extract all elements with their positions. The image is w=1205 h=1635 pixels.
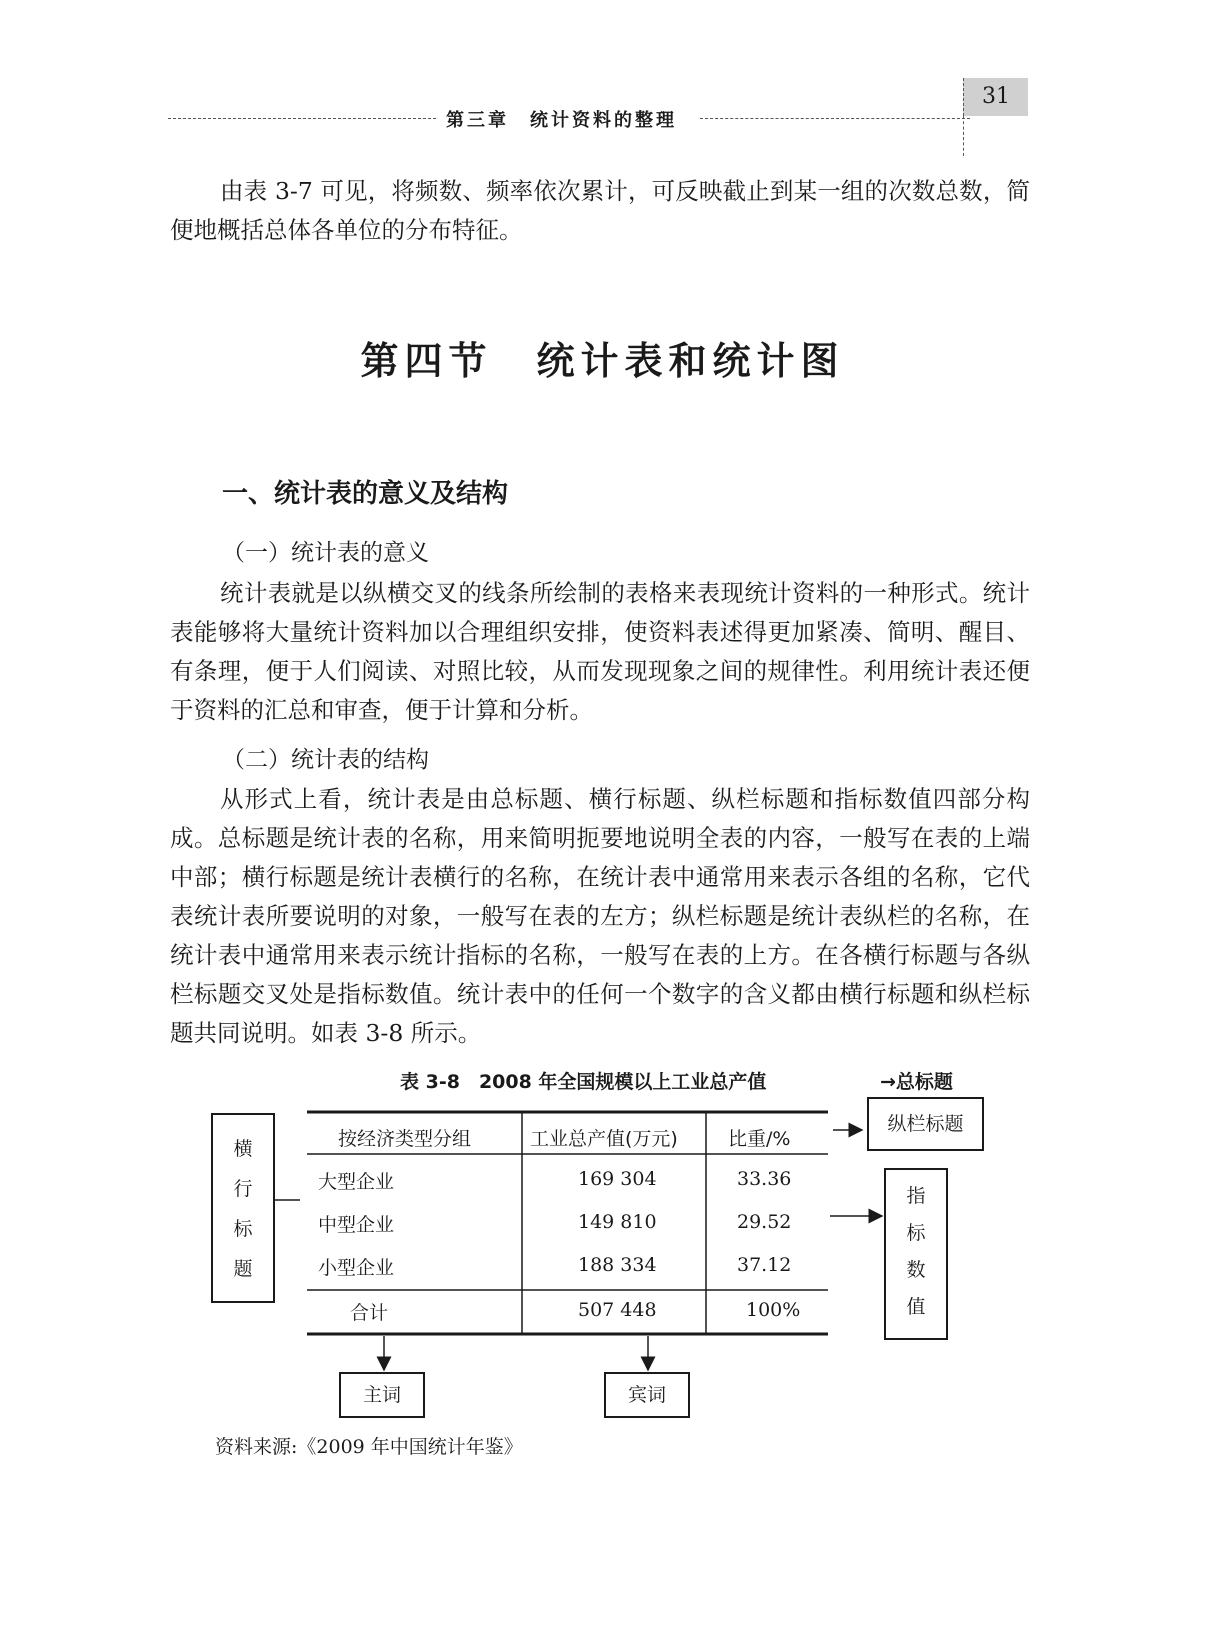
share-value: 37.12 [737,1254,792,1276]
value-char: 数 [906,1259,926,1281]
page-number-rule [963,116,964,156]
column-header: 工业总产值(万元) [530,1128,678,1150]
intro-paragraph: 由表 3-7 可见，将频数、频率依次累计，可反映截止到某一组的次数总数，简便地概括总体各单位的分布特征。 [170,177,1030,244]
row-label: 中型企业 [318,1214,395,1236]
value-char: 标 [906,1222,926,1244]
predicate-box: 宾词 [604,1372,690,1418]
column-header: 比重/% [728,1128,791,1150]
row-label: 小型企业 [318,1257,395,1279]
page-number: 31 [963,78,1028,116]
value-char: 值 [906,1296,926,1318]
row-label: 大型企业 [318,1171,395,1193]
header-rule-right [700,118,970,119]
value-char: 指 [906,1185,926,1207]
chapter-header: 第三章 统计资料的整理 [446,110,677,131]
table-caption: 表 3-8 2008 年全国规模以上工业总产值 [400,1071,767,1093]
total-output-value: 507 448 [578,1299,657,1321]
heading-1: 一、统计表的意义及结构 [222,479,509,509]
value-box [884,1168,948,1340]
row-title-char: 横 [233,1138,253,1160]
sub-1-paragraph: 统计表就是以纵横交叉的线条所绘制的表格来表现统计资料的一种形式。统计表能够将大量统计资料加以合理组织安排，使资料表述得更加紧凑、简明、醒目、有条理，便于人们阅读、对照比较，从而发现现象之间的规律性。利用统计表还便于资料的汇总和审查，便于计算和分析。 [170,579,1030,724]
total-label: 合计 [350,1302,389,1324]
header-rule-left [168,118,436,119]
output-value: 188 334 [578,1254,657,1276]
column-header: 按经济类型分组 [338,1128,472,1150]
output-value: 149 810 [578,1211,657,1233]
share-value: 29.52 [737,1211,792,1233]
total-title-label: →总标题 [880,1071,953,1093]
total-share-value: 100% [746,1299,801,1321]
sub-1-heading: （一）统计表的意义 [222,540,429,566]
source-note: 资料来源:《2009 年中国统计年鉴》 [215,1436,523,1458]
output-value: 169 304 [578,1168,657,1190]
subject-box: 主词 [339,1372,425,1418]
section-title: 第四节 统计表和统计图 [360,338,845,383]
row-title-char: 行 [233,1178,253,1200]
row-title-char: 标 [233,1218,253,1240]
row-title-box [211,1113,275,1303]
sub-2-heading: （二）统计表的结构 [222,747,429,773]
column-title-box: 纵栏标题 [867,1097,984,1151]
row-title-char: 题 [233,1258,253,1280]
share-value: 33.36 [737,1168,792,1190]
sub-2-paragraph: 从形式上看，统计表是由总标题、横行标题、纵栏标题和指标数值四部分构成。总标题是统计表的名称，用来简明扼要地说明全表的内容，一般写在表的上端中部；横行标题是统计表横行的名称，在统计表中通常用来表示各组的名称，它代表统计表所要说明的对象，一般写在表的左方；纵栏标题是统计表纵栏的名称，在统计表中通常用来表示统计指标的名称，一般写在表的上方。在各横行标题与各纵栏标题交叉处是指标数值。统计表中的任何一个数字的含义都由横行标题和纵栏标题共同说明。如表 3-8 所示。 [170,785,1030,1047]
